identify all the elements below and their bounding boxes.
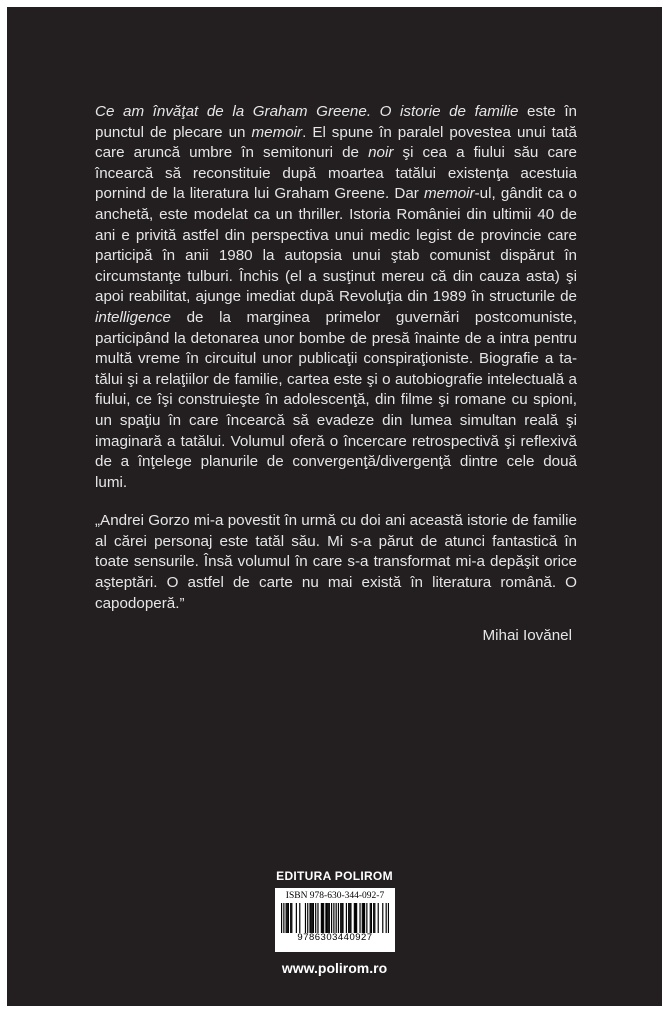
barcode-bar [382, 903, 383, 933]
ean-digits: 9786303440927 [297, 932, 373, 943]
barcode-bar [283, 903, 284, 933]
barcode-bar [386, 903, 387, 933]
barcode-bar [378, 903, 379, 933]
barcode-bar [322, 903, 323, 933]
barcode-bar [288, 903, 289, 933]
isbn-barcode [275, 888, 395, 952]
barcode-bar [354, 903, 355, 933]
barcode-bar [305, 903, 306, 933]
endorsement-quote: „Andrei Gorzo mi-a povestit în urmă cu doi ani această istorie de familie al cărei personaj este tatăl său. Mi s-a părut de atunci fantastică în toate sensurile. Însă volumul în care s-a transformat mi-a depăşit orice aşteptări. O astfel de carte nu mai există în literatura română. O capodoperă.” [95, 512, 577, 612]
barcode-bar [309, 903, 310, 933]
barcode-bar [359, 903, 360, 933]
barcode-bar [388, 903, 389, 933]
barcode-bar [341, 903, 342, 933]
barcode-bar [340, 903, 341, 933]
barcode-bar [311, 903, 312, 933]
barcode-bar [355, 903, 356, 933]
book-title: Ce am învăţat de la Graham Greene. O istorie de familie [95, 103, 519, 120]
barcode-bar [364, 903, 365, 933]
barcode-bar [325, 903, 326, 933]
barcode-bar [329, 903, 330, 933]
barcode-bar [323, 903, 324, 933]
barcode-bar [307, 903, 308, 933]
barcode-bar [342, 903, 343, 933]
barcode-bar [336, 903, 337, 933]
barcode-bar [373, 903, 374, 933]
barcode-bar [287, 903, 288, 933]
barcode-bar [296, 903, 297, 933]
barcode-bar [317, 903, 318, 933]
barcode-bars [281, 903, 389, 933]
isbn-number: ISBN 978-630-344-092-7 [285, 891, 385, 901]
barcode-bar [356, 903, 357, 933]
barcode-bar [281, 903, 282, 933]
barcode-bar [370, 903, 371, 933]
barcode-bar [291, 903, 292, 933]
barcode-bar [321, 903, 322, 933]
barcode-bar [326, 903, 327, 933]
barcode-bar [286, 903, 287, 933]
barcode-bar [312, 903, 313, 933]
barcode-bar [299, 903, 300, 933]
barcode-bar [313, 903, 314, 933]
barcode-bar [374, 903, 375, 933]
barcode-bar [315, 903, 316, 933]
publisher-name: EDITURA POLIROM [276, 869, 393, 883]
barcode-bar [363, 903, 364, 933]
quote-author: Mihai Iovănel [482, 627, 572, 644]
barcode-bar [350, 903, 351, 933]
barcode-bar [331, 903, 332, 933]
barcode-bar [290, 903, 291, 933]
barcode-bar [362, 903, 363, 933]
barcode-bar [328, 903, 329, 933]
barcode-bar [338, 903, 339, 933]
barcode-bar [348, 903, 349, 933]
barcode-bar [349, 903, 350, 933]
book-description [95, 102, 577, 614]
barcode-bar [333, 903, 334, 933]
description-paragraph: Ce am învăţat de la Graham Greene. O istorie de familie este în punctul de plecare un memoir. El spune în paralel povestea unui tată care aruncă umbre în semitonuri de noir şi cea a fiului său care încearcă să reconstituie după moartea tatălui existenţa acestuia pornind de la literatura lui Graham Greene. Dar memoir-ul, gândit ca o anchetă, este modelat ca un thriller. Istoria României din ultimii 40 de ani e privită astfel din perspectiva unui medic legist de provincie care participă în anii 1980 la autopsia unui ştab comunist dispărut în circumstanţe tulburi. Închis (el a susţinut mereu că din cauza asta) şi apoi reabilitat, ajunge imediat după Revoluţia din 1989 în structurile de intelligence de la marginea primelor guvernări postcomuniste, participând la detonarea unor bombe de presă înainte de a intra pentru multă vreme în circuitul unor publicaţii conspiraţioniste. Biografie a tatălui şi a relaţiilor de familie, cartea este şi o autobiografie intelectuală a fiului, ce îşi construieşte în adolescenţă, din filme şi romane cu spioni, un spaţiu în care încearcă să evadeze din lumea simultan reală şi imaginară a tatălui. Volumul oferă o încercare retrospectivă şi reflexivă de a înţelege planurile de convergenţă/divergenţă dintre cele două lumi. [95, 103, 578, 491]
publisher-website: www.polirom.ro [281, 960, 388, 976]
barcode-bar [371, 903, 372, 933]
barcode-bar [366, 903, 367, 933]
barcode-bar [346, 903, 347, 933]
